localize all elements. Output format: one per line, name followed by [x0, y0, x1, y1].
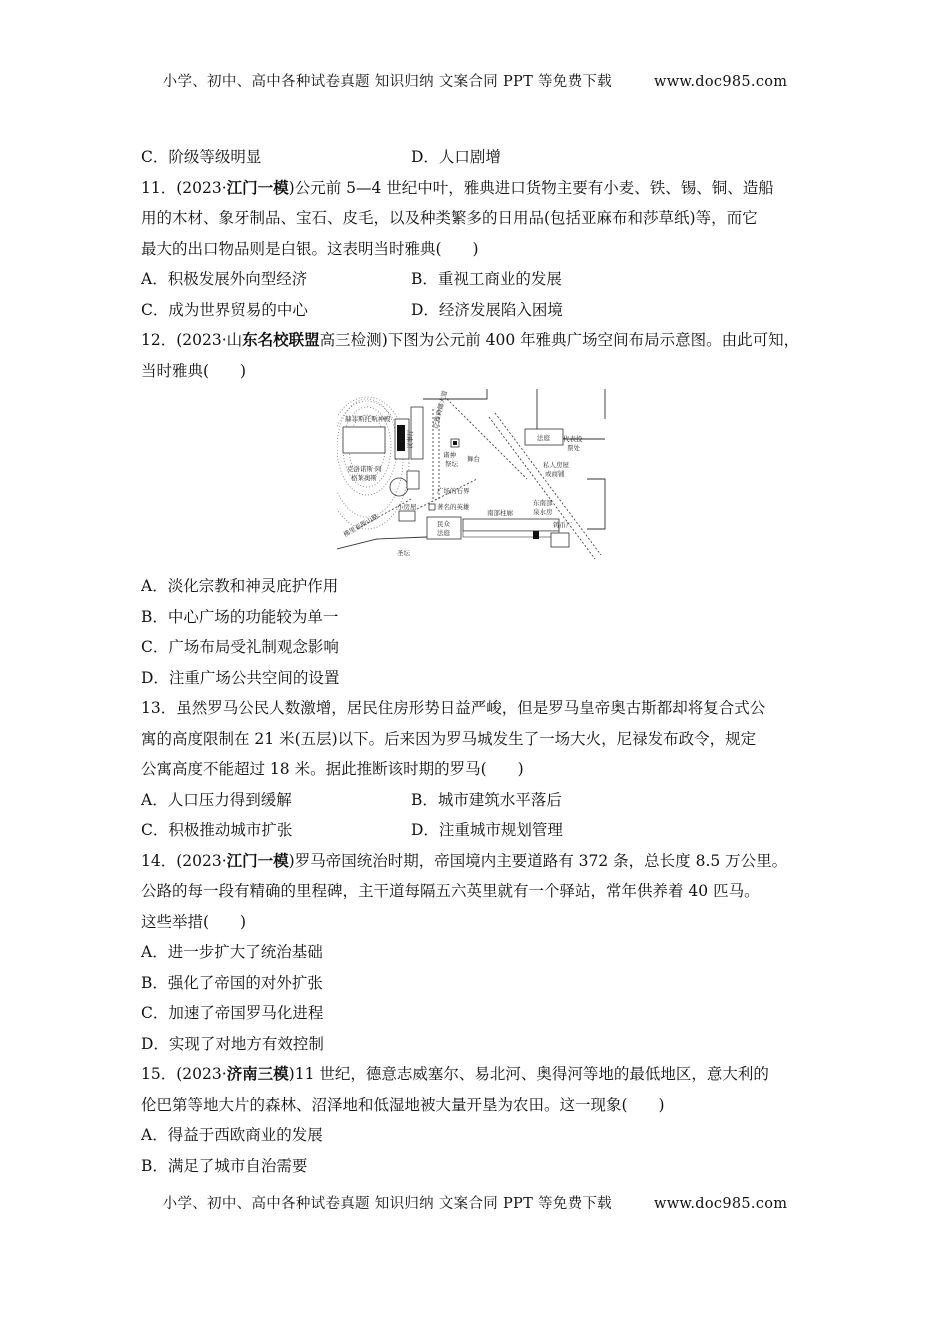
q13-option-c[interactable]: C．积极推动城市扩张 [141, 821, 293, 839]
tholos [390, 478, 408, 496]
map-label-west-road: 佛里亚斯山路 [342, 512, 380, 539]
q14-stem-line-2: 公路的每一段有精确的里程碑，主干道每隔五六英里就有一个驿站，常年供养着 40 匹马。 [141, 882, 760, 900]
q13-stem-line-3: 公寓高度不能超过 18 米。据此推断该时期的罗马( ) [141, 760, 524, 778]
temple-building [343, 427, 385, 453]
footer-text: 小学、初中、高中各种试卷真题 知识归纳 文案合同 PPT 等免费下载 [162, 1196, 612, 1212]
q15-option-a[interactable]: A．得益于西欧商业的发展 [141, 1126, 323, 1144]
fountain-house [533, 531, 539, 539]
q14-option-c[interactable]: C．加速了帝国罗马化进程 [141, 1004, 324, 1022]
athens-agora-map-figure [141, 389, 821, 565]
map-label-peoples-court: 民众 [437, 520, 450, 528]
question-content [141, 142, 821, 1181]
q13-stem-line-1: 13．虽然罗马公民人数激增，居民住房形势日益严峻，但是罗马皇帝奥古斯都却将复合式公 [141, 699, 766, 717]
map-label-road: 泛雅典娜大道 [431, 389, 450, 430]
svg-text:票处: 票处 [567, 444, 580, 452]
svg-text:格莱奥斯: 格莱奥斯 [351, 474, 377, 482]
q13-option-a[interactable]: A．人口压力得到缓解 [141, 790, 292, 809]
q11-option-b[interactable]: B．重视工商业的发展 [411, 270, 562, 288]
q13-stem-line-2: 寓的高度限制在 21 米(五层)以下。后来因为罗马城发生了一场大火，尼禄发布政令，规定 [141, 729, 757, 748]
q15-stem-line-1: 15．(2023·济南三模)11 世纪，德意志威塞尔、易北河、奥得河等地的最低地区，意大利的 [141, 1064, 769, 1083]
q12-stem-line-1: 12．(2023·山东名校联盟高三检测)下图为公元前 400 年雅典广场空间布局示意图。由此可知， [141, 330, 800, 349]
map-label-stone: 广场的石界 [437, 487, 470, 495]
map-label-court: 法庭 [537, 434, 550, 442]
q12-option-b[interactable]: B．中心广场的功能较为单一 [141, 607, 339, 626]
q13-option-d[interactable]: D．注重城市规划管理 [411, 821, 563, 839]
option-d[interactable]: D．人口剧增 [411, 148, 501, 166]
map-label-rep: 代表投 [563, 435, 583, 443]
prev-question-options [141, 142, 821, 173]
header-site-link[interactable]: www.doc985.com [653, 74, 788, 90]
q12-option-a[interactable]: A．淡化宗教和神灵庇护作用 [141, 577, 339, 595]
svg-text:祭坛: 祭坛 [445, 460, 458, 468]
athens-agora-map [337, 389, 607, 565]
q14-option-b[interactable]: B．强化了帝国的对外扩张 [141, 973, 323, 992]
q11-stem-line-3: 最大的出口物品则是白银。这表明当时雅典( ) [141, 239, 479, 258]
map-label-temple: 赫菲斯托斯神殿 [345, 415, 391, 423]
q11-option-d[interactable]: D．经济发展陷入困境 [411, 300, 563, 319]
q15-source: 济南三模 [226, 1064, 289, 1083]
south-stoa [463, 519, 559, 531]
map-label-altar: 诸神 [443, 451, 456, 459]
q11-source: 江门一模 [226, 177, 289, 197]
svg-text:法庭: 法庭 [437, 529, 450, 537]
map-label-altar-south: 圣坛 [397, 549, 410, 557]
q14-option-d[interactable]: D．实现了对地方有效控制 [141, 1034, 324, 1053]
map-label-heroes: 著名的英雄 [437, 503, 470, 511]
q13-options-row-2 [141, 815, 821, 846]
option-c[interactable]: C．阶级等级明显 [141, 148, 262, 166]
q11-options-row-2 [141, 295, 821, 326]
q12-source: 东名校联盟 [242, 330, 320, 349]
map-label-stage: 舞台 [467, 455, 480, 463]
map-label-mint: 铸币厂 [553, 521, 573, 529]
map-label-apollo: 克洛诺斯·阿 [347, 465, 382, 473]
assembly-block [397, 425, 405, 451]
q11-stem-line-2: 用的木材、象牙制品、宝石、皮毛，以及种类繁多的日用品(包括亚麻布和莎草纸)等，而它 [141, 209, 758, 227]
map-label-assembly: 议事厅 [406, 429, 414, 449]
q11-option-a[interactable]: A．积极发展外向型经济 [141, 270, 308, 288]
q11-option-c[interactable]: C．成为世界贸易的中心 [141, 300, 308, 319]
q14-stem-line-1: 14．(2023·江门一模)罗马帝国统治时期，帝国境内主要道路有 372 条，总长度 8.5 万公里。 [141, 850, 788, 870]
header-text: 小学、初中、高中各种试卷真题 知识归纳 文案合同 PPT 等免费下载 [162, 74, 612, 90]
q14-stem-line-3: 这些举措( ) [141, 912, 247, 931]
q14-option-a[interactable]: A．进一步扩大了统治基础 [141, 943, 323, 961]
page-footer [0, 1192, 950, 1213]
q11-options-row-1 [141, 264, 821, 295]
q12-stem-line-2: 当时雅典( ) [141, 361, 247, 380]
footer-site-link[interactable]: www.doc985.com [653, 1196, 788, 1212]
q13-option-b[interactable]: B．城市建筑水平落后 [411, 790, 562, 809]
page-header [0, 70, 950, 91]
map-label-houses: 私人房屋 [543, 461, 569, 469]
q12-option-d[interactable]: D．注重广场公共空间的设置 [141, 668, 340, 687]
map-label-south-stoa: 南部柱廊 [487, 509, 513, 517]
q12-option-c[interactable]: C．广场布局受礼制观念影响 [141, 638, 339, 656]
q14-source: 江门一模 [226, 850, 289, 870]
q15-stem-line-2: 伦巴第等地大片的森林、沼泽地和低湿地被大量开垦为农田。这一现象( ) [141, 1095, 665, 1114]
mint-building [551, 533, 569, 547]
q11-stem-line-1: 11．(2023·江门一模)公元前 5—4 世纪中叶，雅典进口货物主要有小麦、铁、锡、铜、造船 [141, 177, 774, 197]
svg-text:或商铺: 或商铺 [545, 470, 565, 478]
map-label-fountain: 东南部 [533, 499, 553, 507]
svg-text:泉水房: 泉水房 [533, 508, 553, 516]
map-label-small-house: 小房屋 [397, 503, 417, 511]
q15-option-b[interactable]: B．满足了城市自治需要 [141, 1156, 308, 1175]
q13-options-row-1 [141, 785, 821, 816]
